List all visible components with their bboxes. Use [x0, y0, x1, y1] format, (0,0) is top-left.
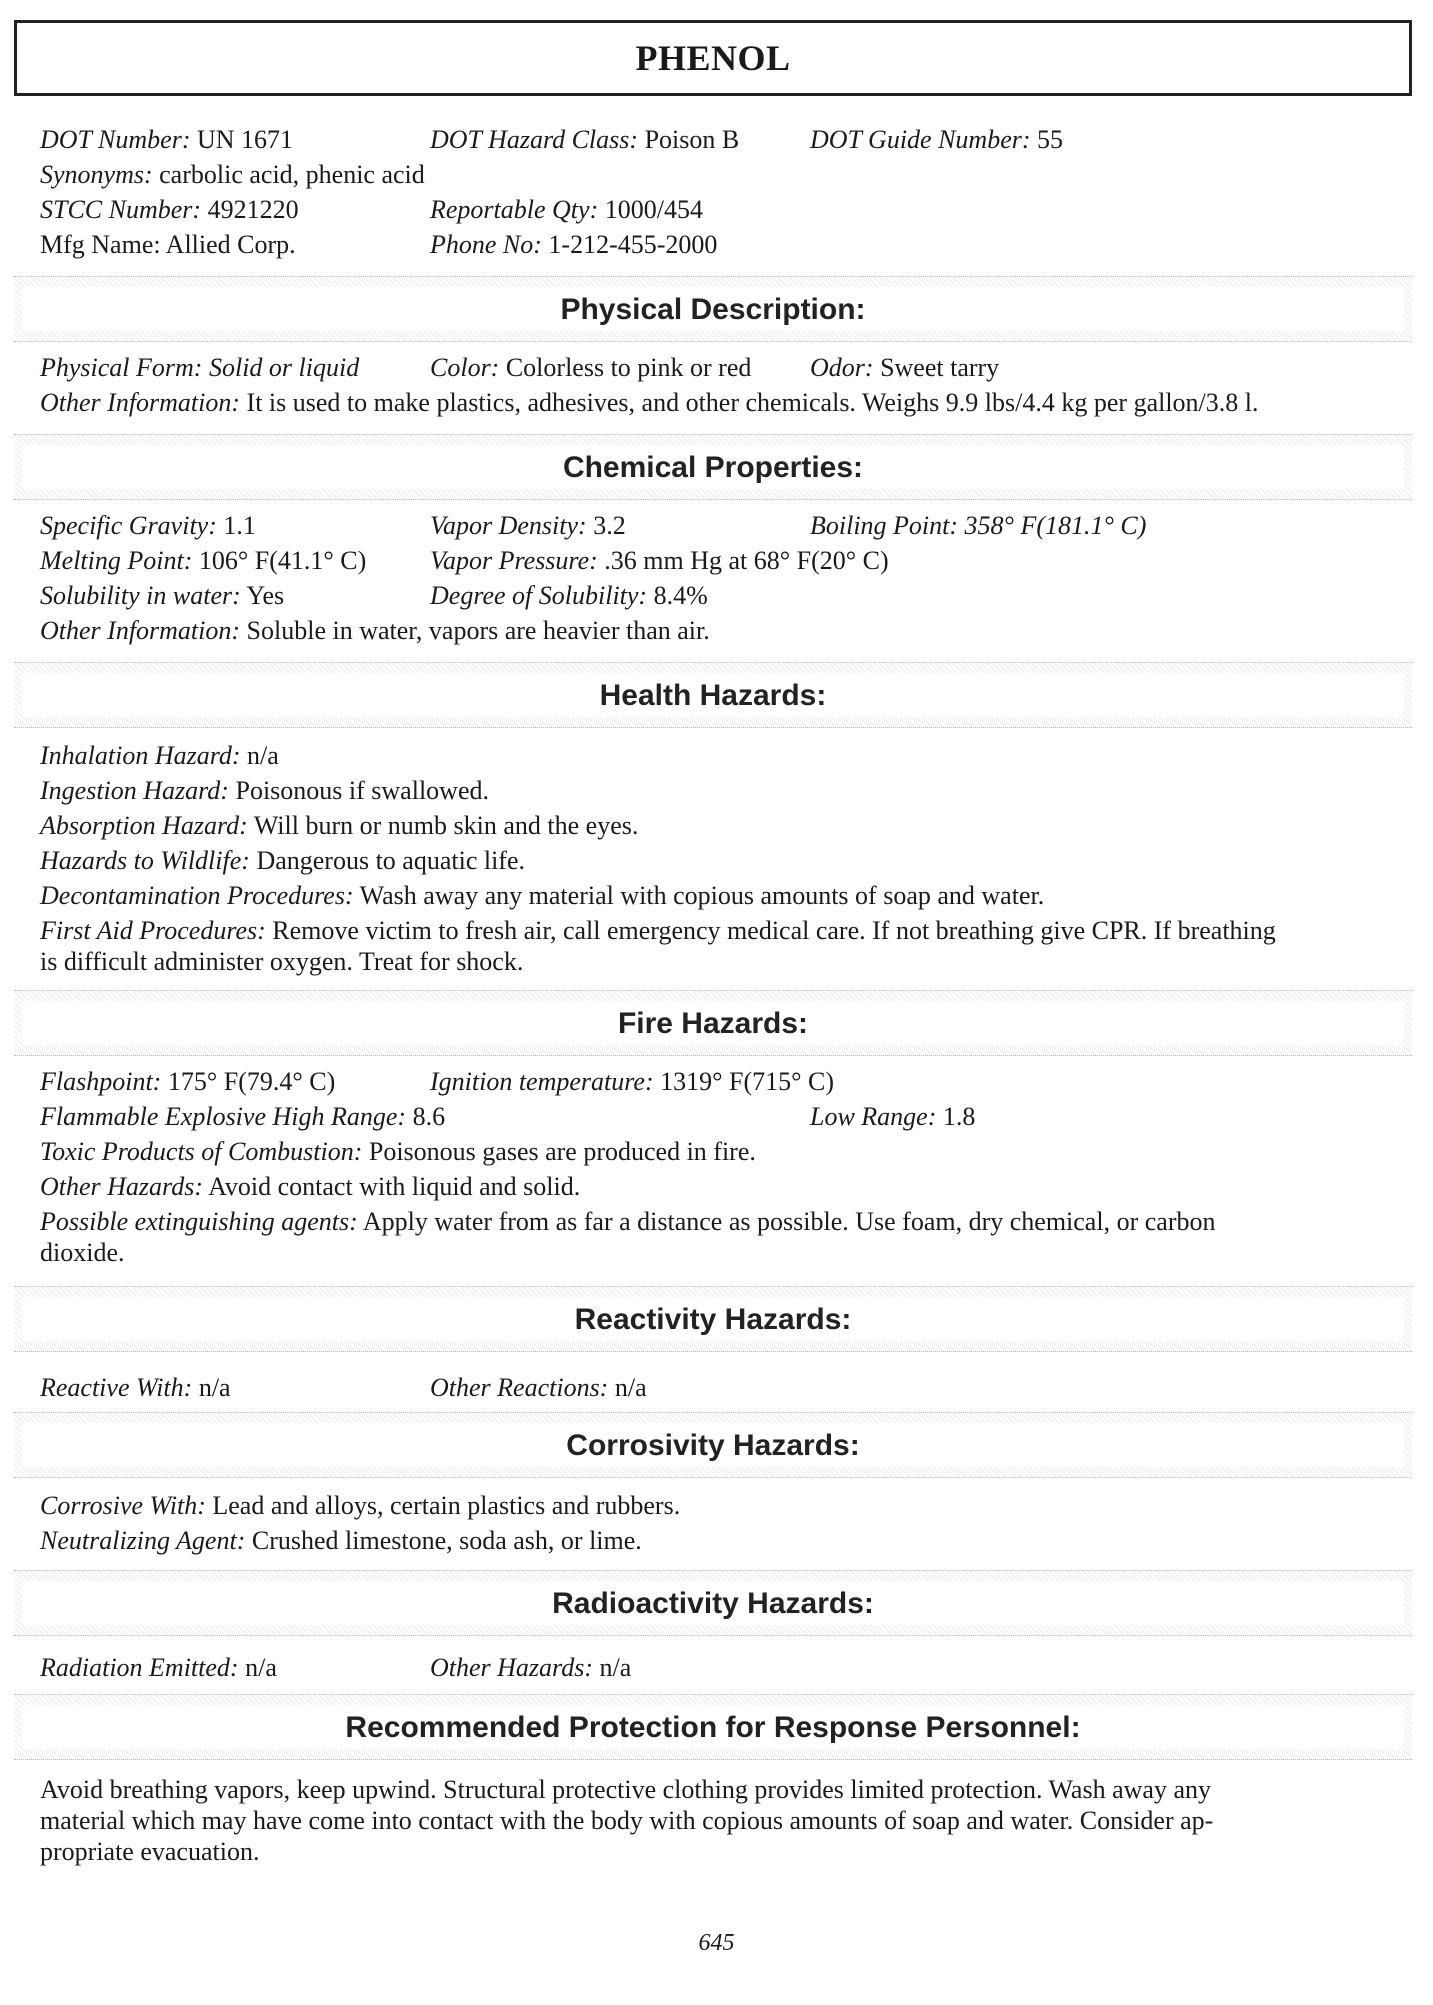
reportable-qty-value: 1000/454 — [604, 195, 703, 224]
specific-gravity-value: 1.1 — [223, 511, 256, 540]
ingestion-label: Ingestion Hazard: — [40, 776, 229, 805]
flashpoint-value: 175° F(79.4° C) — [167, 1067, 336, 1096]
color-label: Color: — [430, 353, 500, 382]
section-band-fire — [14, 990, 1412, 1056]
section-band-corrosivity — [14, 1412, 1412, 1478]
page-number: 645 — [698, 1930, 735, 1956]
chemical-other-label: Other Information: — [40, 616, 241, 645]
stcc-value: 4921220 — [207, 195, 299, 224]
solubility-label: Solubility in water: — [40, 581, 241, 610]
ignition-value: 1319° F(715° C) — [660, 1067, 835, 1096]
vapor-density-value: 3.2 — [593, 511, 626, 540]
odor-label: Odor: — [810, 353, 874, 382]
decontamination-label: Decontamination Procedures: — [40, 881, 354, 910]
degree-solubility-value: 8.4% — [653, 581, 708, 610]
high-range-value: 8.6 — [412, 1102, 446, 1131]
guide-number-label: DOT Guide Number: — [810, 125, 1031, 154]
low-range-value: 1.8 — [942, 1102, 976, 1131]
ingestion-value: Poisonous if swallowed. — [235, 776, 489, 805]
ignition-label: Ignition temperature: — [430, 1067, 654, 1096]
fire-other-hazards-value: Avoid contact with liquid and solid. — [208, 1172, 581, 1201]
page-title: PHENOL — [635, 38, 791, 78]
vapor-density-label: Vapor Density: — [430, 511, 587, 540]
melting-point-label: Melting Point: — [40, 546, 193, 575]
wildlife-label: Hazards to Wildlife: — [40, 846, 250, 875]
first-aid-continued: is difficult administer oxygen. Treat for shock. — [40, 947, 524, 976]
section-heading-protection: Recommended Protection for Response Personnel: — [345, 1711, 1081, 1744]
section-band-reactivity — [14, 1286, 1412, 1352]
section-heading-corrosivity: Corrosivity Hazards: — [566, 1429, 860, 1462]
extinguishing-label: Possible extinguishing agents: — [40, 1207, 358, 1236]
synonyms-value: carbolic acid, phenic acid — [159, 160, 425, 189]
title-box — [14, 20, 1412, 96]
protection-paragraph — [40, 1774, 1400, 1867]
fire-other-hazards-label: Other Hazards: — [40, 1172, 203, 1201]
dot-number-label: DOT Number: — [40, 125, 191, 154]
dot-number-value: UN 1671 — [196, 125, 294, 154]
boiling-point-value: 358° F(181.1° C) — [964, 511, 1147, 540]
phone-value: 1-212-455-2000 — [548, 230, 718, 259]
section-heading-reactivity: Reactivity Hazards: — [574, 1303, 852, 1336]
specific-gravity-label: Specific Gravity: — [40, 511, 217, 540]
phone-label: Phone No: — [430, 230, 542, 259]
radio-other-hazards-label: Other Hazards: — [430, 1653, 593, 1682]
section-heading-radioactivity: Radioactivity Hazards: — [552, 1587, 874, 1620]
section-heading-health: Health Hazards: — [599, 679, 827, 712]
mfg-name-value: Allied Corp. — [165, 230, 296, 259]
section-band-protection — [14, 1694, 1412, 1760]
other-reactions-label: Other Reactions: — [430, 1373, 609, 1402]
boiling-point-label: Boiling Point: — [810, 511, 959, 540]
radiation-emitted-label: Radiation Emitted: — [40, 1653, 239, 1682]
reportable-qty-label: Reportable Qty: — [430, 195, 599, 224]
wildlife-value: Dangerous to aquatic life. — [256, 846, 526, 875]
stcc-label: STCC Number: — [40, 195, 202, 224]
other-reactions-value: n/a — [614, 1373, 647, 1402]
flashpoint-label: Flashpoint: — [40, 1067, 162, 1096]
color-value: Colorless to pink or red — [505, 353, 752, 382]
chemical-other-value: Soluble in water, vapors are heavier than air. — [246, 616, 710, 645]
section-heading-physical: Physical Description: — [560, 293, 866, 326]
protection-line-2: material which may have come into contact with the body with copious amounts of soap and water. Consider ap- — [40, 1806, 1214, 1835]
hazard-class-value: Poison B — [644, 125, 740, 154]
vapor-pressure-label: Vapor Pressure: — [430, 546, 598, 575]
reactive-with-label: Reactive With: — [40, 1373, 193, 1402]
first-aid-value: Remove victim to fresh air, call emergency medical care. If not breathing give CPR. If breathing — [272, 916, 1276, 945]
section-band-physical — [14, 276, 1412, 342]
radio-other-hazards-value: n/a — [599, 1653, 632, 1682]
section-band-health — [14, 662, 1412, 728]
section-band-chemical — [14, 434, 1412, 500]
extinguishing-value: Apply water from as far a distance as possible. Use foam, dry chemical, or carbon — [362, 1207, 1216, 1236]
high-range-label: Flammable Explosive High Range: — [40, 1102, 407, 1131]
extinguishing-continued: dioxide. — [40, 1238, 125, 1267]
first-aid-label: First Aid Procedures: — [40, 916, 266, 945]
corrosive-with-label: Corrosive With: — [40, 1491, 206, 1520]
corrosive-with-value: Lead and alloys, certain plastics and rubbers. — [212, 1491, 681, 1520]
reactive-with-value: n/a — [198, 1373, 231, 1402]
physical-form-label: Physical Form: — [40, 353, 203, 382]
protection-line-3: propriate evacuation. — [40, 1837, 260, 1866]
section-band-radioactivity — [14, 1570, 1412, 1636]
vapor-pressure-value: .36 mm Hg at 68° F(20° C) — [604, 546, 889, 575]
physical-other-value: It is used to make plastics, adhesives, and other chemicals. Weighs 9.9 lbs/4.4 kg per gallon/3.8 l. — [246, 388, 1259, 417]
low-range-label: Low Range: — [810, 1102, 937, 1131]
protection-line-1: Avoid breathing vapors, keep upwind. Structural protective clothing provides limited protection. Wash away any — [40, 1775, 1211, 1804]
hazard-class-label: DOT Hazard Class: — [430, 125, 639, 154]
neutralizing-agent-label: Neutralizing Agent: — [40, 1526, 246, 1555]
guide-number-value: 55 — [1037, 125, 1064, 154]
mfg-name-label: Mfg Name: — [40, 230, 161, 259]
neutralizing-agent-value: Crushed limestone, soda ash, or lime. — [251, 1526, 642, 1555]
inhalation-label: Inhalation Hazard: — [40, 741, 241, 770]
toxic-products-label: Toxic Products of Combustion: — [40, 1137, 363, 1166]
melting-point-value: 106° F(41.1° C) — [198, 546, 367, 575]
toxic-products-value: Poisonous gases are produced in fire. — [368, 1137, 756, 1166]
decontamination-value: Wash away any material with copious amounts of soap and water. — [359, 881, 1045, 910]
absorption-label: Absorption Hazard: — [40, 811, 248, 840]
odor-value: Sweet tarry — [880, 353, 1000, 382]
solubility-value: Yes — [246, 581, 285, 610]
radiation-emitted-value: n/a — [245, 1653, 277, 1682]
synonyms-label: Synonyms: — [40, 160, 153, 189]
section-heading-fire: Fire Hazards: — [617, 1007, 809, 1040]
absorption-value: Will burn or numb skin and the eyes. — [253, 811, 639, 840]
physical-form-value: Solid or liquid — [208, 353, 360, 382]
degree-solubility-label: Degree of Solubility: — [430, 581, 648, 610]
inhalation-value: n/a — [247, 741, 279, 770]
physical-other-label: Other Information: — [40, 388, 241, 417]
section-heading-chemical: Chemical Properties: — [562, 451, 864, 484]
